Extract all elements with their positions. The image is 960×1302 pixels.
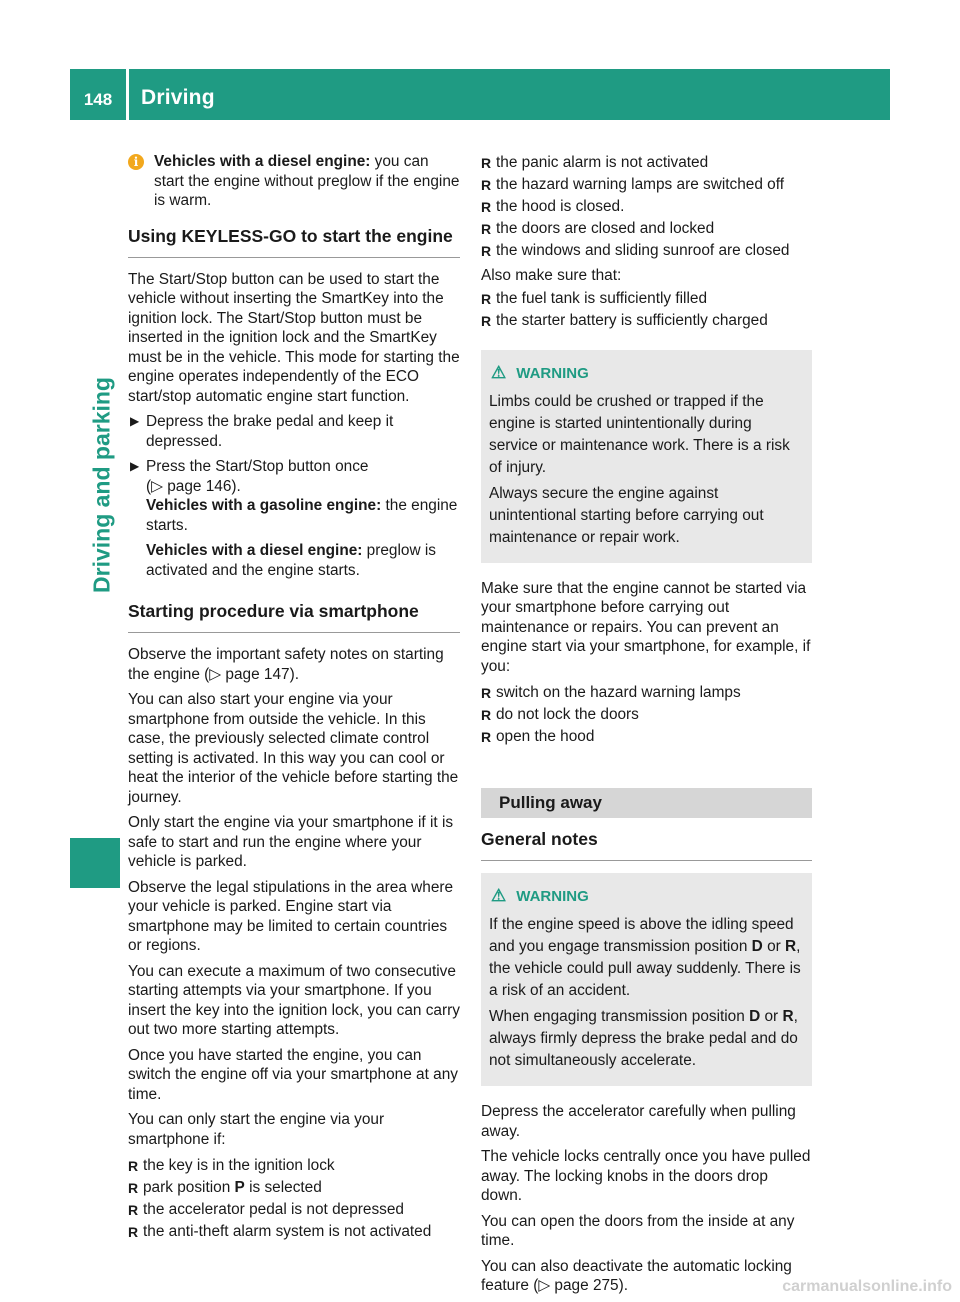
paragraph: Depress the accelerator carefully when pulling away. (481, 1103, 796, 1140)
keyless-paragraph: The Start/Stop button can be used to start the vehicle without inserting the SmartKey into the ignition lock. The Start/Stop button must be inserted in the ignition lock and the SmartKey must be in the vehicle. This mode for starting the engine operates independently of the ECO start/stop automatic engine start function. (128, 270, 460, 405)
paragraph: The vehicle locks centrally once you have pulled away. The locking knobs in the doors drop down. (481, 1148, 811, 1204)
list-text: is selected (244, 1179, 322, 1196)
step-item (128, 457, 460, 580)
park-key: P (234, 1179, 245, 1196)
section-title-bar: Pulling away (481, 788, 812, 818)
steps-list (128, 412, 460, 580)
heading-general-notes: General notes (481, 828, 812, 861)
warning-box (481, 873, 812, 1086)
list-item: R open the hood (481, 726, 812, 748)
list-item: R the windows and sliding sunroof are closed (481, 240, 812, 262)
checks-list (481, 288, 812, 332)
list-text: park position (143, 1179, 235, 1196)
paragraph: You can also start your engine via your smartphone from outside the vehicle. In this case, the previously selected climate control setting is activated. In this way you can cool or heat the interior of the vehicle before starting the journey. (128, 691, 459, 806)
list-item: R the panic alarm is not activated (481, 152, 812, 174)
list-item: R the hazard warning lamps are switched off (481, 174, 812, 196)
warning-text: If the engine speed is above the idling speed and you engage transmission position D or R, the vehicle could pull away suddenly. There is a risk of an accident. (489, 916, 801, 999)
right-column (481, 152, 812, 1302)
list-item: R switch on the hazard warning lamps (481, 682, 812, 704)
paragraph: You can only start the engine via your smartphone if: (128, 1111, 385, 1148)
list-item: R the anti-theft alarm system is not activated (128, 1221, 460, 1243)
side-tab-label: Driving and parking (88, 377, 115, 593)
side-tab-marker (70, 838, 120, 888)
watermark: carmanualsonline.info (782, 1278, 952, 1295)
paragraph: You can also deactivate the automatic locking feature (▷ page 275). (481, 1257, 792, 1294)
warning-title (491, 362, 804, 385)
list-item: R the accelerator pedal is not depressed (128, 1199, 460, 1221)
warning-label: WARNING (516, 364, 589, 382)
paragraph: Once you have started the engine, you can switch the engine off via your smartphone at any time. (128, 1046, 458, 1103)
paragraph: Also make sure that: (481, 267, 622, 284)
warning-triangle-icon: ⚠ (491, 886, 507, 905)
warning-text: Limbs could be crushed or trapped if the engine is started unintentionally during service or maintenance work. There is a risk of injury. (489, 392, 790, 476)
warning-triangle-icon: ⚠ (491, 362, 507, 382)
page-number: 148 (83, 90, 113, 109)
list-item: R the doors are closed and locked (481, 218, 812, 240)
conditions-list (128, 1155, 460, 1243)
diesel-bold: Vehicles with a diesel engine: (146, 542, 363, 559)
side-tab (82, 133, 122, 838)
diesel-text: preglow is activated and the engine starts. (146, 542, 436, 579)
paragraph: Only start the engine via your smartphone if it is safe to start and run the engine where your vehicle is parked. (128, 814, 454, 870)
conditions-list-cont (481, 152, 812, 262)
info-text: you can start the engine without preglow if the engine is warm. (154, 153, 460, 209)
list-item: R do not lock the doors (481, 704, 812, 726)
warning-text: When engaging transmission position D or R, always firmly depress the brake pedal and do not simultaneously accelerate. (489, 1008, 798, 1069)
diesel-note (146, 541, 460, 580)
left-column (128, 152, 460, 1247)
arrow-icon: ▶ (130, 414, 140, 428)
list-item: R the fuel tank is sufficiently filled (481, 288, 812, 310)
list-item (128, 1177, 460, 1199)
gasoline-text: the engine starts. (146, 497, 458, 534)
info-icon: i (128, 154, 144, 170)
gasoline-bold: Vehicles with a gasoline engine: (146, 497, 382, 514)
list-item: R the hood is closed. (481, 196, 812, 218)
list-item: R the key is in the ignition lock (128, 1155, 460, 1177)
info-note (128, 152, 460, 211)
step-item (128, 412, 460, 451)
step-text: Depress the brake pedal and keep it depressed. (146, 413, 394, 450)
prevention-list (481, 682, 812, 748)
paragraph: Make sure that the engine cannot be started via your smartphone before carrying out maintenance or repairs. You can prevent an engine start via your smartphone, for example, if you: (481, 579, 811, 675)
chapter-title: Driving (141, 86, 215, 109)
warning-label: WARNING (516, 888, 589, 905)
heading-smartphone: Starting procedure via smartphone (128, 600, 460, 633)
paragraph: Observe the legal stipulations in the area where your vehicle is parked. Engine start via smartphone may be limited to certain countries or regions. (128, 878, 454, 954)
warning-title (491, 885, 804, 908)
paragraph: You can execute a maximum of two consecutive starting attempts via your smartphone. If you insert the key into the ignition lock, you can carry out two more starting attempts. (128, 962, 460, 1038)
list-item: R the starter battery is sufficiently charged (481, 310, 812, 332)
heading-keyless-go: Using KEYLESS-GO to start the engine (128, 225, 460, 258)
info-bold: Vehicles with a diesel engine: (154, 153, 371, 170)
warning-text: Always secure the engine against unintentional starting before carrying out maintenance or repair work. (489, 484, 764, 546)
step-text: Press the Start/Stop button once (146, 458, 369, 475)
header-separator (126, 69, 129, 120)
warning-box (481, 350, 812, 563)
page-reference[interactable]: (▷ page 146). (146, 477, 241, 495)
paragraph: You can open the doors from the inside at any time. (481, 1212, 795, 1249)
paragraph: Observe the important safety notes on starting the engine (▷ page 147). (128, 646, 444, 683)
arrow-icon: ▶ (130, 459, 140, 473)
